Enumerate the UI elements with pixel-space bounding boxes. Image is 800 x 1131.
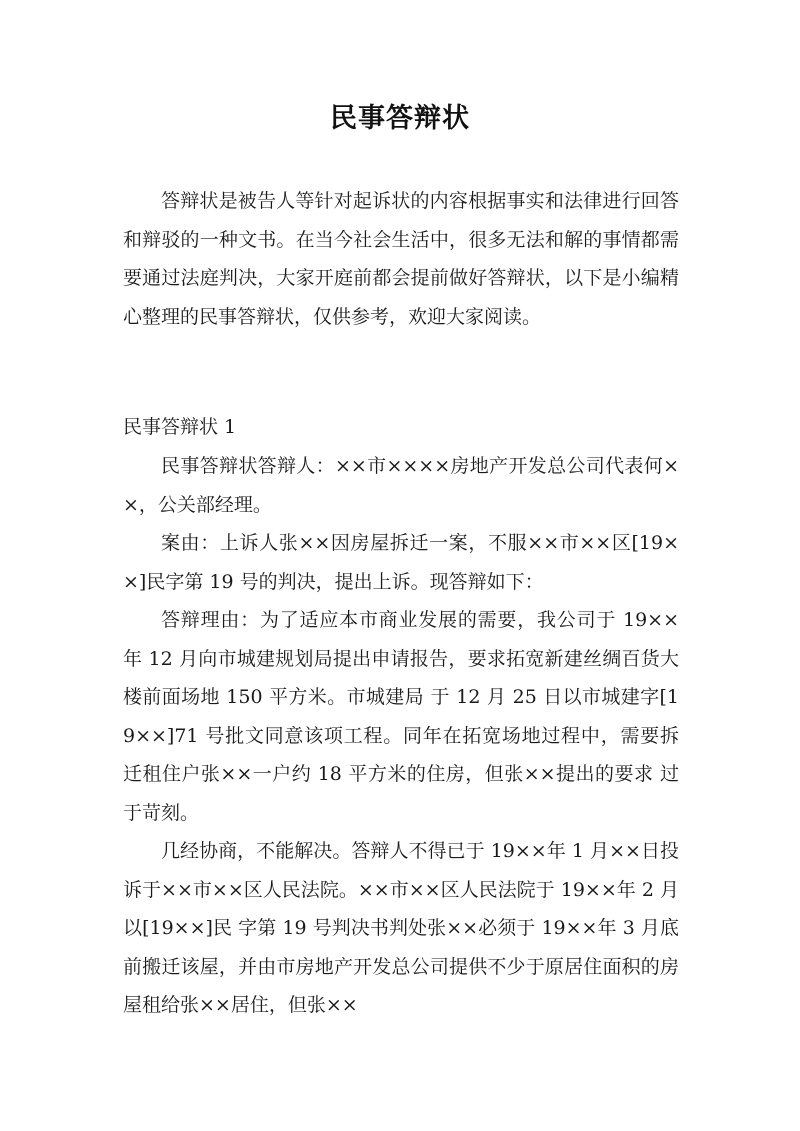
body-paragraph-negotiation: 几经协商，不能解决。答辩人不得已于 19××年 1 月××日投诉于××市××区人民法院。××市××区人民法院于 19××年 2 月以[19××]民 字第 19 号判决书判处张××必须于 19××年 3 月底前搬迁该屋，并由市房地产开发总公司提供不少于原居住面积的房屋租给张××居住，但张×× xyxy=(123,840,679,1016)
body-paragraph-case-cause: 案由：上诉人张××因房屋拆迁一案，不服××市××区[19××]民字第 19 号的判决，提出上诉。现答辩如下： xyxy=(123,532,679,593)
body-paragraph-respondent: 民事答辩状答辩人：××市××××房地产开发总公司代表何××，公关部经理。 xyxy=(123,455,679,516)
document-title: 民事答辩状 xyxy=(330,103,470,134)
intro-paragraph: 答辩状是被告人等针对起诉状的内容根据事实和法律进行回答和辩驳的一种文书。在当今社会生活中，很多无法和解的事情都需要通过法庭判决，大家开庭前都会提前做好答辩状，以下是小编精心整理的民事答辩状，仅供参考，欢迎大家阅读。 xyxy=(123,190,679,328)
body-paragraph-defense-reason: 答辩理由：为了适应本市商业发展的需要，我公司于 19××年 12 月向市城建规划局提出申请报告，要求拓宽新建丝绸百货大楼前面场地 150 平方米。市城建局 于 12 月 25 日以市城建字[19××]71 号批文同意该项工程。同年在拓宽场地过程中，需要拆迁租住户张××一户约 18 平方米的住房，但张××提出的要求 过于苛刻。 xyxy=(123,609,679,824)
section-heading: 民事答辩状 1 xyxy=(123,416,237,438)
